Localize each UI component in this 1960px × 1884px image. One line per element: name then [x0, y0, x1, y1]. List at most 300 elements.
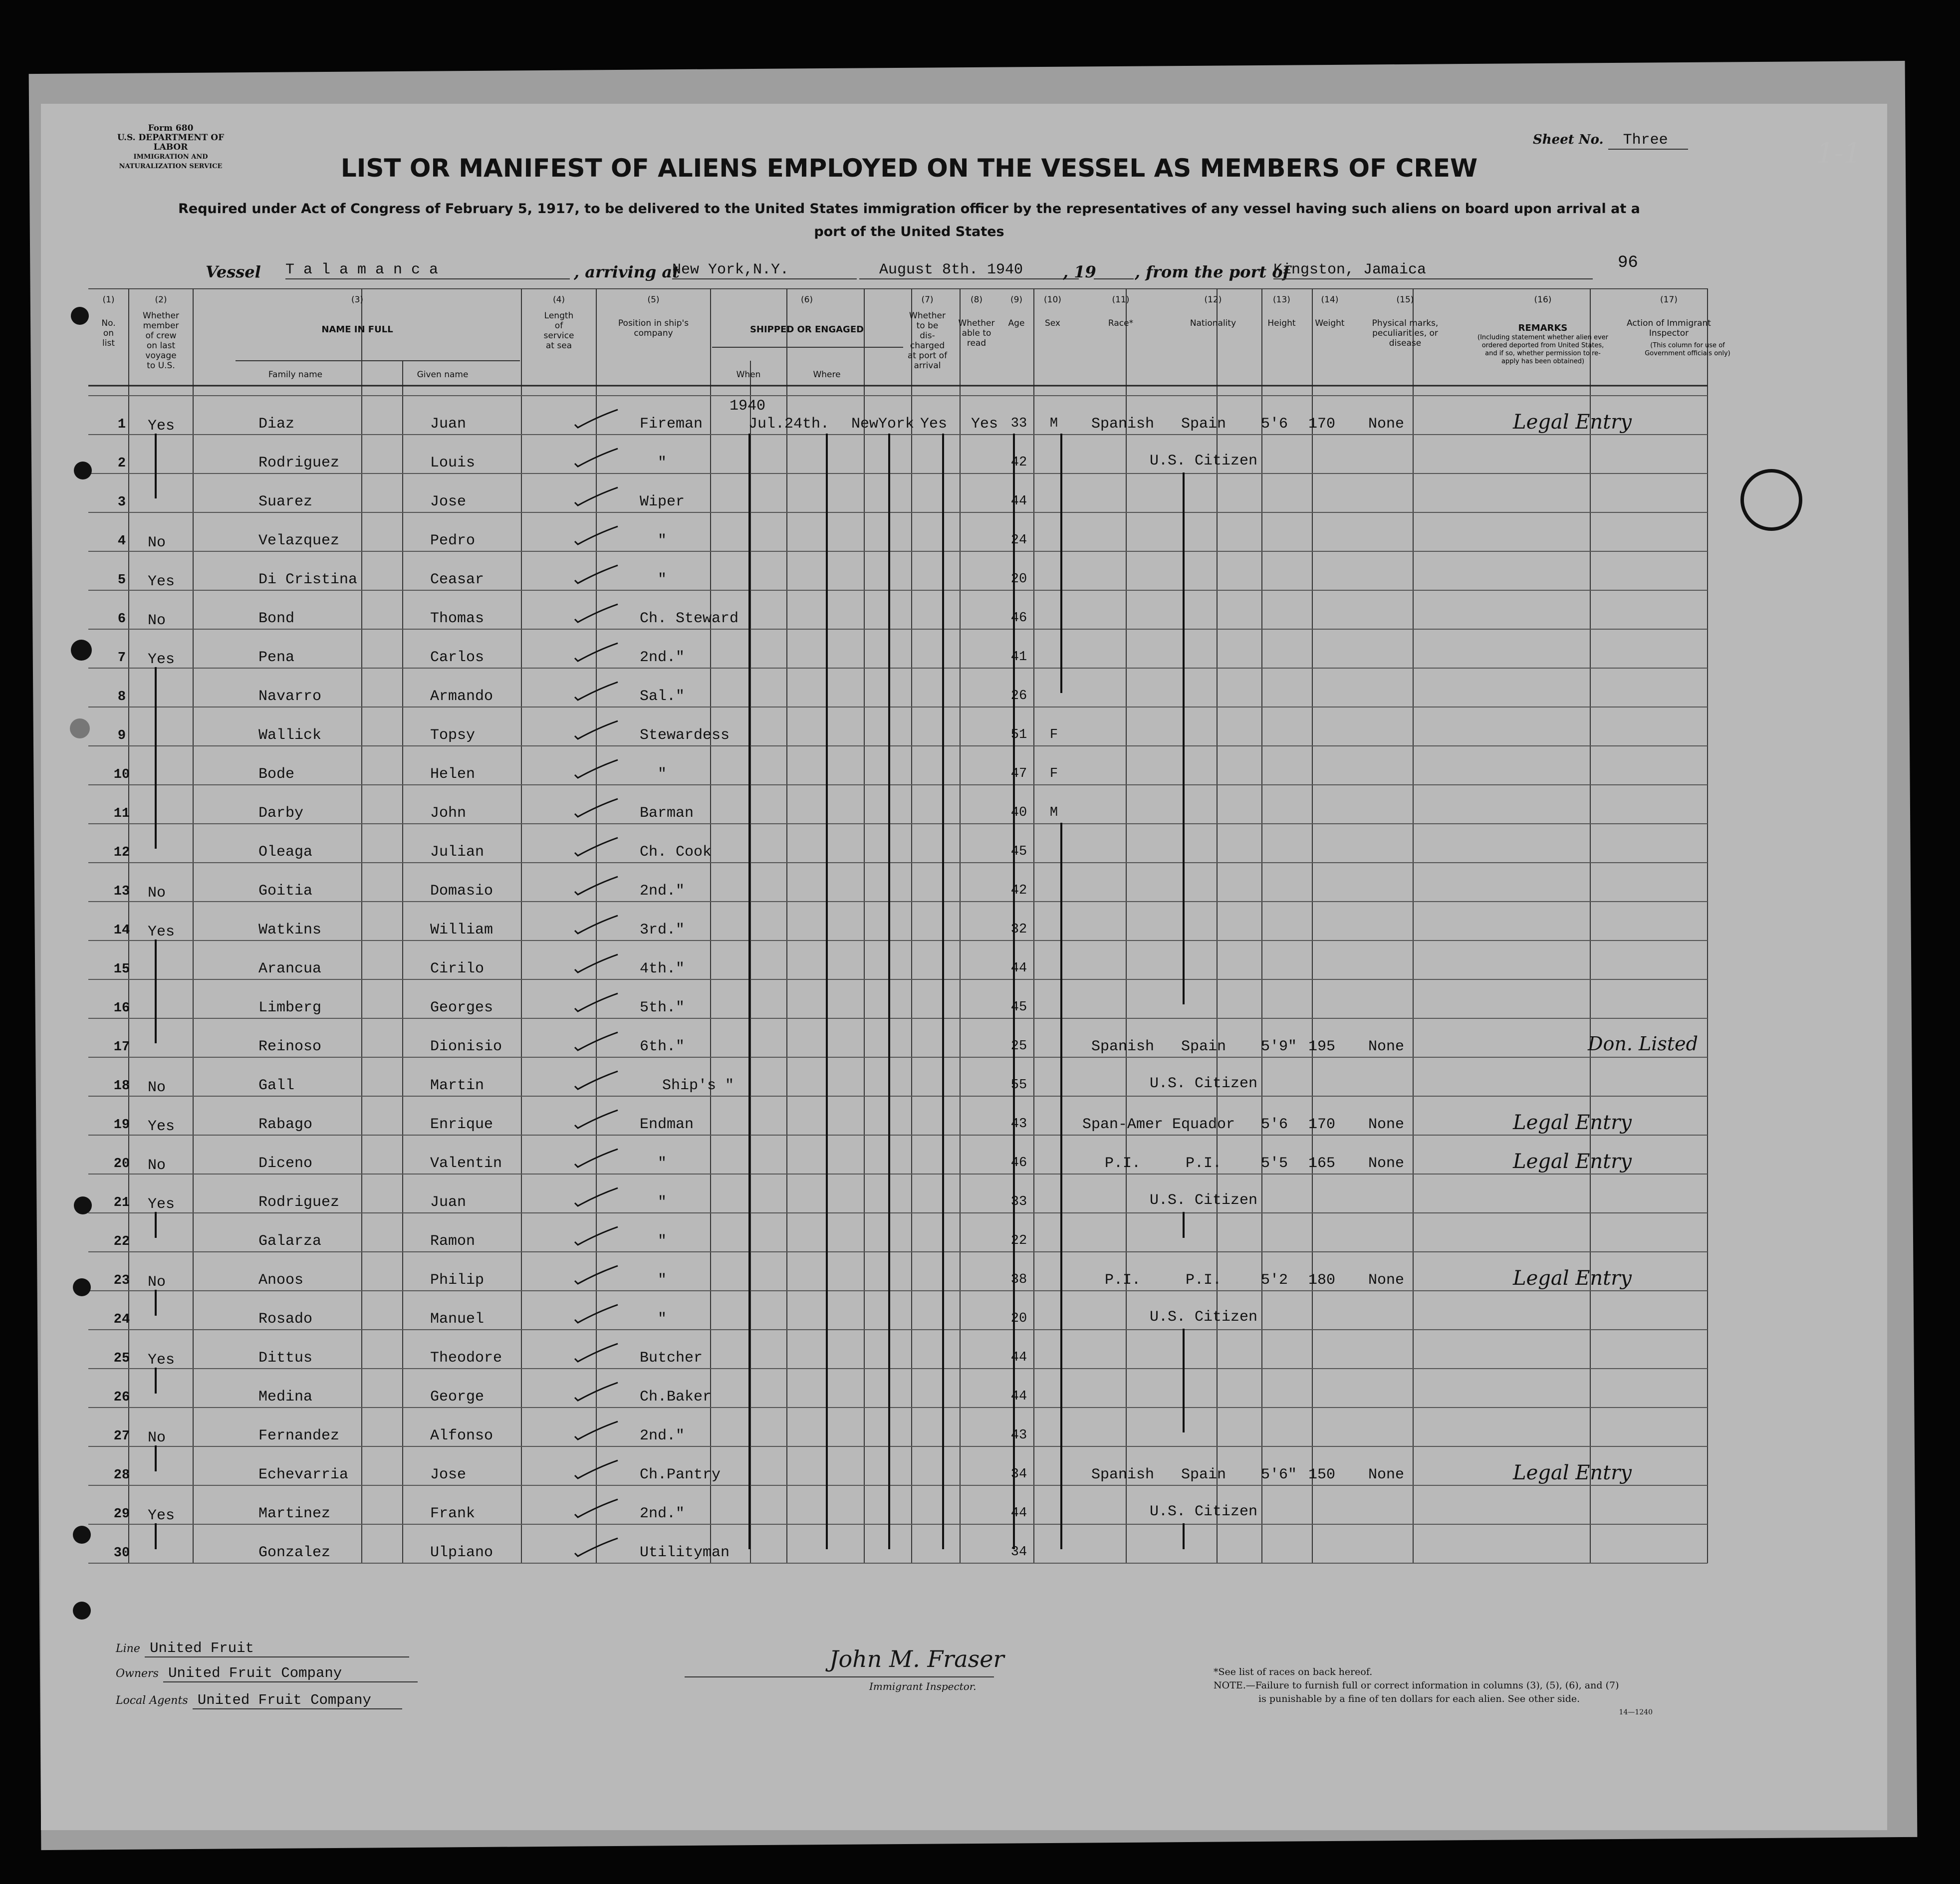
- column-header-label: company: [634, 328, 673, 338]
- column-number: (2): [155, 295, 167, 305]
- when-header: When: [736, 370, 761, 380]
- height: 5'5: [1261, 1155, 1288, 1172]
- position: ": [657, 1194, 667, 1211]
- row-number: 5: [117, 573, 126, 588]
- column-header-label: on last: [146, 341, 176, 351]
- column-header-label: Inspector: [1649, 328, 1689, 338]
- row-number: 3: [117, 495, 126, 510]
- position: 2nd.": [640, 649, 685, 666]
- given-name: Ramon: [430, 1233, 476, 1250]
- sheet-number-value: Three: [1608, 132, 1688, 150]
- weight: 165: [1308, 1155, 1336, 1172]
- row-number: 24: [113, 1312, 130, 1327]
- given-name: Jose: [430, 1466, 467, 1483]
- age: 42: [1010, 455, 1027, 470]
- family-name: Reinoso: [258, 1038, 322, 1055]
- row-number: 28: [113, 1468, 130, 1483]
- weight: 195: [1308, 1038, 1336, 1055]
- position: Fireman: [640, 416, 703, 433]
- age: 33: [1010, 416, 1027, 431]
- remarks-entry: Legal Entry: [1513, 1150, 1632, 1173]
- age: 55: [1010, 1078, 1027, 1093]
- position: Endman: [640, 1116, 694, 1133]
- family-name: Martinez: [258, 1505, 331, 1522]
- age: 45: [1010, 1000, 1027, 1015]
- previous-voyage: Yes: [148, 1352, 175, 1369]
- row-number: 8: [117, 690, 126, 705]
- given-name: Topsy: [430, 727, 476, 744]
- subtitle-line-1: Required under Act of Congress of February 5, 1917, to be delivered to the United States immigration officer by the representatives of any vessel having such aliens on board upon arrival at a: [178, 201, 1640, 217]
- given-name: Jose: [430, 493, 467, 510]
- given-name: Thomas: [430, 610, 485, 627]
- column-header-label: Sex: [1044, 318, 1061, 328]
- column-number: (6): [800, 295, 813, 305]
- age: 45: [1010, 844, 1027, 859]
- age: 20: [1010, 572, 1027, 587]
- binder-hole: [73, 1278, 91, 1296]
- where-header: Where: [813, 370, 841, 380]
- previous-voyage: No: [148, 1274, 166, 1291]
- physical-marks: None: [1368, 1116, 1405, 1133]
- family-name: Darby: [258, 805, 304, 822]
- row-number: 19: [113, 1118, 130, 1133]
- position: 2nd.": [640, 1427, 685, 1444]
- given-name: William: [430, 922, 493, 939]
- height: 5'6: [1261, 416, 1288, 433]
- remarks-sublabel: apply has been obtained): [1501, 358, 1585, 365]
- action-sublabel: Government officials only): [1645, 350, 1730, 357]
- margin-circle-mark: [1740, 469, 1802, 531]
- age: 40: [1010, 805, 1027, 820]
- shipped-where: NewYork: [851, 416, 915, 433]
- year-label: , 19: [1063, 262, 1096, 281]
- sheet-number-label: Sheet No.: [1533, 132, 1604, 147]
- given-name: John: [430, 805, 467, 822]
- position: ": [657, 1233, 667, 1250]
- list-number: 96: [1618, 253, 1638, 272]
- row-number: 11: [113, 806, 130, 821]
- column-header-label: of: [554, 321, 563, 331]
- nationality: Spain: [1181, 1466, 1226, 1483]
- footer-owners-label: Owners: [116, 1667, 159, 1680]
- from-port: Kingston, Jamaica: [1273, 261, 1593, 279]
- row-number: 27: [113, 1429, 130, 1444]
- previous-voyage: Yes: [148, 1507, 175, 1524]
- column-number: (16): [1534, 295, 1552, 305]
- column-header-label: at sea: [545, 341, 572, 351]
- penalty-note-2: is punishable by a fine of ten dollars for each alien. See other side.: [1258, 1693, 1580, 1704]
- previous-voyage: Yes: [148, 924, 175, 941]
- physical-marks: None: [1368, 416, 1405, 433]
- nationality: Spain: [1181, 416, 1226, 433]
- sex: F: [1049, 766, 1058, 781]
- column-header-label: Position in ship's: [618, 318, 689, 328]
- previous-voyage: No: [148, 1157, 166, 1174]
- column-header-label: Nationality: [1190, 318, 1236, 328]
- column-number: (13): [1273, 295, 1290, 305]
- row-number: 14: [113, 923, 130, 938]
- column-header-label: Weight: [1315, 318, 1345, 328]
- previous-voyage: No: [148, 1429, 166, 1446]
- position: 4th.": [640, 960, 685, 977]
- position: ": [657, 455, 667, 471]
- given-name: Frank: [430, 1505, 476, 1522]
- penalty-note: NOTE.—Failure to furnish full or correct information in columns (3), (5), (6), and (7): [1214, 1680, 1619, 1691]
- discharged: Yes: [920, 416, 948, 433]
- age: 34: [1010, 1467, 1027, 1482]
- department-name: U.S. DEPARTMENT OF LABOR: [117, 133, 225, 152]
- given-name: Georges: [430, 999, 493, 1016]
- column-number: (12): [1204, 295, 1222, 305]
- column-number: (11): [1112, 295, 1130, 305]
- remarks-entry: Legal Entry: [1513, 1267, 1632, 1290]
- given-name: Ceasar: [430, 571, 485, 588]
- age: 32: [1010, 922, 1027, 937]
- position: Stewardess: [640, 727, 730, 744]
- age: 38: [1010, 1272, 1027, 1287]
- position: Ch.Baker: [640, 1389, 712, 1406]
- row-number: 1: [117, 417, 126, 432]
- age: 44: [1010, 494, 1027, 509]
- given-name: Cirilo: [430, 960, 485, 977]
- family-name: Di Cristina: [258, 571, 358, 588]
- position: ": [657, 1311, 667, 1328]
- binder-hole: [74, 462, 92, 479]
- race: Spanish: [1091, 1038, 1155, 1055]
- family-name: Anoos: [258, 1272, 304, 1289]
- column-number: (1): [102, 295, 115, 305]
- column-number: (9): [1010, 295, 1023, 305]
- given-name: Pedro: [430, 532, 476, 549]
- position: 6th.": [640, 1038, 685, 1055]
- row-number: 17: [113, 1040, 130, 1055]
- sheet-number: [1533, 132, 1688, 149]
- age: 43: [1010, 1428, 1027, 1443]
- row-number: 12: [113, 845, 130, 860]
- age: 25: [1010, 1039, 1027, 1054]
- column-header-label: charged: [910, 341, 945, 351]
- column-header-label: at port of: [907, 351, 948, 361]
- column-header-label: Height: [1267, 318, 1296, 328]
- footer-line-label: Line: [116, 1643, 140, 1655]
- previous-voyage: Yes: [148, 1118, 175, 1135]
- family-name: Rosado: [258, 1311, 313, 1328]
- race: Span-Amer: [1082, 1116, 1164, 1133]
- family-name: Medina: [258, 1389, 313, 1406]
- able-to-read: Yes: [971, 416, 998, 433]
- previous-voyage: Yes: [148, 651, 175, 668]
- given-name: Domasio: [430, 883, 493, 900]
- arriving-label: , arriving at: [574, 262, 680, 281]
- family-name: Echevarria: [258, 1466, 349, 1483]
- age: 44: [1010, 1506, 1027, 1521]
- row-number: 6: [117, 612, 126, 627]
- family-name: Bond: [258, 610, 295, 627]
- column-number: (4): [552, 295, 565, 305]
- height: 5'6: [1261, 1116, 1288, 1133]
- remarks-entry: Legal Entry: [1513, 411, 1632, 434]
- given-name: Manuel: [430, 1311, 485, 1328]
- family-name: Wallick: [258, 727, 322, 744]
- column-header-label: read: [967, 338, 986, 348]
- age: 41: [1010, 650, 1027, 665]
- column-header-label: Whether: [143, 311, 179, 321]
- family-name: Watkins: [258, 922, 322, 939]
- column-number: (15): [1396, 295, 1414, 305]
- row-number: 25: [113, 1351, 130, 1366]
- position: 5th.": [640, 999, 685, 1016]
- given-name: Philip: [430, 1272, 485, 1289]
- given-name: Louis: [430, 455, 476, 471]
- binder-hole: [71, 640, 92, 661]
- inspector-label: Immigrant Inspector.: [869, 1680, 977, 1692]
- height: 5'2: [1261, 1272, 1288, 1289]
- arrival-port: New York,N.Y.: [672, 261, 857, 279]
- print-code: 14—1240: [1619, 1708, 1653, 1716]
- footer-owners-value: United Fruit Company: [163, 1665, 418, 1682]
- binder-hole: [71, 307, 89, 325]
- position: Sal.": [640, 688, 685, 705]
- given-name: Carlos: [430, 649, 485, 666]
- remarks-sublabel: (Including statement whether alien ever: [1477, 334, 1608, 341]
- given-name: Armando: [430, 688, 493, 705]
- given-name: George: [430, 1389, 485, 1406]
- position: ": [657, 1155, 667, 1172]
- sex: M: [1049, 416, 1058, 431]
- column-header-label: of crew: [145, 331, 177, 341]
- column-header-label: Physical marks,: [1372, 318, 1439, 328]
- row-number: 21: [113, 1195, 130, 1210]
- race: P.I.: [1104, 1155, 1141, 1172]
- column-header-label: No.: [101, 318, 116, 328]
- race: Spanish: [1091, 416, 1155, 433]
- column-header-label: arrival: [914, 361, 941, 371]
- column-header-label: list: [102, 338, 115, 348]
- weight: 180: [1308, 1272, 1336, 1289]
- binder-hole: [73, 1526, 91, 1544]
- family-name-header: Family name: [268, 370, 323, 380]
- column-number: (3): [351, 295, 364, 305]
- column-header-label: voyage: [145, 351, 177, 361]
- column-header-label: able to: [962, 328, 991, 338]
- given-name: Julian: [430, 844, 485, 861]
- column-header-label: to U.S.: [147, 361, 175, 371]
- column-number: (17): [1660, 295, 1678, 305]
- age: 24: [1010, 533, 1027, 548]
- age: 46: [1010, 611, 1027, 626]
- sex: M: [1049, 805, 1058, 820]
- previous-voyage: Yes: [148, 1196, 175, 1213]
- row-number: 13: [113, 884, 130, 899]
- age: 33: [1010, 1194, 1027, 1209]
- family-name: Diceno: [258, 1155, 313, 1172]
- given-name: Enrique: [430, 1116, 493, 1133]
- position: ": [657, 571, 667, 588]
- vessel-label: Vessel: [206, 262, 261, 281]
- manifest-sheet: [41, 104, 1887, 1830]
- race: Spanish: [1091, 1466, 1155, 1483]
- citizenship: U.S. Citizen: [1149, 1503, 1258, 1520]
- height: 5'9": [1261, 1038, 1297, 1055]
- previous-voyage: No: [148, 885, 166, 902]
- action-sublabel: (This column for use of: [1650, 342, 1725, 349]
- service-name: IMMIGRATION AND NATURALIZATION SERVICE: [119, 153, 223, 170]
- physical-marks: None: [1368, 1272, 1405, 1289]
- family-name: Galarza: [258, 1233, 322, 1250]
- position: ": [657, 1272, 667, 1289]
- age: 47: [1010, 766, 1027, 781]
- family-name: Fernandez: [258, 1427, 340, 1444]
- position: Butcher: [640, 1350, 703, 1367]
- inspector-signature: John M. Fraser: [829, 1646, 1004, 1672]
- signature-line: [685, 1676, 994, 1677]
- physical-marks: None: [1368, 1155, 1405, 1172]
- nationality: P.I.: [1185, 1155, 1222, 1172]
- race: P.I.: [1104, 1272, 1141, 1289]
- position: Utilityman: [640, 1544, 730, 1561]
- subtitle-line-2: port of the United States: [814, 224, 1004, 239]
- nationality: Equador: [1172, 1116, 1235, 1133]
- remarks-entry: Legal Entry: [1513, 1461, 1632, 1484]
- column-header-label: peculiarities, or: [1372, 328, 1438, 338]
- given-name: Juan: [430, 416, 467, 433]
- previous-voyage: Yes: [148, 573, 175, 590]
- row-number: 4: [117, 534, 126, 549]
- shipped-year: 1940: [730, 398, 766, 415]
- family-name: Limberg: [258, 999, 322, 1016]
- row-number: 7: [117, 651, 126, 666]
- footer-owners-row: [116, 1663, 418, 1682]
- remarks-sublabel: ordered deported from United States,: [1481, 342, 1604, 349]
- family-name: Bode: [258, 766, 295, 783]
- footer-notes: [1214, 1665, 1693, 1719]
- position: ": [657, 532, 667, 549]
- age: 26: [1010, 689, 1027, 704]
- citizenship: U.S. Citizen: [1149, 1192, 1258, 1209]
- age: 44: [1010, 961, 1027, 976]
- weight: 170: [1308, 1116, 1336, 1133]
- footer-agents-value: United Fruit Company: [193, 1692, 402, 1709]
- row-number: 29: [113, 1507, 130, 1522]
- family-name: Dittus: [258, 1350, 313, 1367]
- physical-marks: None: [1368, 1038, 1405, 1055]
- given-name: Alfonso: [430, 1427, 493, 1444]
- column-number: (7): [921, 295, 934, 305]
- family-name: Oleaga: [258, 844, 313, 861]
- row-number: 22: [113, 1234, 130, 1249]
- citizenship: U.S. Citizen: [1149, 453, 1258, 470]
- column-header-label: Length: [544, 311, 574, 321]
- family-name: Arancua: [258, 960, 322, 977]
- column-header-label: Whether: [909, 311, 946, 321]
- column-header-label: disease: [1389, 338, 1422, 348]
- position: Barman: [640, 805, 694, 822]
- age: 44: [1010, 1350, 1027, 1365]
- position: 3rd.": [640, 922, 685, 939]
- family-name: Goitia: [258, 883, 313, 900]
- age: 42: [1010, 883, 1027, 898]
- family-name: Diaz: [258, 416, 295, 433]
- column-header-label: to be: [916, 321, 939, 331]
- age: 44: [1010, 1389, 1027, 1404]
- given-name-header: Given name: [417, 370, 469, 380]
- margin-note: 1-1: [1816, 137, 1862, 170]
- form-number: Form 680: [148, 123, 194, 133]
- column-header-label: service: [543, 331, 574, 341]
- citizenship: U.S. Citizen: [1149, 1075, 1258, 1092]
- arrival-date: August 8th. 1940: [859, 261, 1079, 279]
- previous-voyage: No: [148, 534, 166, 551]
- height: 5'6": [1261, 1466, 1297, 1483]
- previous-voyage: No: [148, 1079, 166, 1096]
- column-header-label: dis-: [920, 331, 935, 341]
- position: ": [657, 766, 667, 783]
- column-header-label: NAME IN FULL: [321, 324, 393, 335]
- inspector-action: Don. Listed: [1588, 1033, 1698, 1055]
- column-number: (14): [1321, 295, 1339, 305]
- vessel-name: T a l a m a n c a: [285, 261, 570, 279]
- nationality: P.I.: [1185, 1272, 1222, 1289]
- row-number: 23: [113, 1273, 130, 1288]
- weight: 170: [1308, 416, 1336, 433]
- position: 2nd.": [640, 883, 685, 900]
- family-name: Rabago: [258, 1116, 313, 1133]
- family-name: Gall: [258, 1077, 295, 1094]
- position: Ch. Steward: [640, 610, 739, 627]
- document-title: LIST OR MANIFEST OF ALIENS EMPLOYED ON THE VESSEL AS MEMBERS OF CREW: [340, 154, 1478, 183]
- citizenship: U.S. Citizen: [1149, 1309, 1258, 1326]
- age: 51: [1010, 727, 1027, 742]
- age: 34: [1010, 1545, 1027, 1560]
- column-header-label: on: [103, 328, 114, 338]
- physical-marks: None: [1368, 1466, 1405, 1483]
- row-number: 16: [113, 1001, 130, 1016]
- column-header-label: Whether: [958, 318, 995, 328]
- age: 22: [1010, 1233, 1027, 1248]
- previous-voyage: Yes: [148, 418, 175, 435]
- document-subtitle: [126, 198, 1693, 243]
- from-port-label: , from the port of: [1135, 262, 1290, 281]
- remarks-entry: Legal Entry: [1513, 1111, 1632, 1134]
- column-header-label: REMARKS: [1518, 323, 1568, 333]
- row-number: 15: [113, 962, 130, 977]
- position: Ch. Cook: [640, 844, 712, 861]
- given-name: Valentin: [430, 1155, 502, 1172]
- shipped-when: Jul.24th.: [748, 416, 830, 433]
- family-name: Rodriguez: [258, 455, 340, 471]
- family-name: Navarro: [258, 688, 322, 705]
- age: 20: [1010, 1311, 1027, 1326]
- previous-voyage: No: [148, 612, 166, 629]
- nationality: Spain: [1181, 1038, 1226, 1055]
- footer-line-row: [116, 1639, 409, 1657]
- age: 43: [1010, 1117, 1027, 1132]
- given-name: Helen: [430, 766, 476, 783]
- row-number: 20: [113, 1157, 130, 1172]
- family-name: Gonzalez: [258, 1544, 331, 1561]
- row-number: 18: [113, 1079, 130, 1094]
- column-number: (5): [647, 295, 660, 305]
- column-header-label: Action of Immigrant: [1627, 318, 1711, 328]
- row-number: 2: [117, 456, 126, 471]
- row-number: 30: [113, 1546, 130, 1561]
- column-header-label: member: [143, 321, 179, 331]
- family-name: Velazquez: [258, 532, 340, 549]
- family-name: Suarez: [258, 493, 313, 510]
- age: 46: [1010, 1156, 1027, 1171]
- crew-table: [41, 288, 1887, 1745]
- column-number: (10): [1044, 295, 1061, 305]
